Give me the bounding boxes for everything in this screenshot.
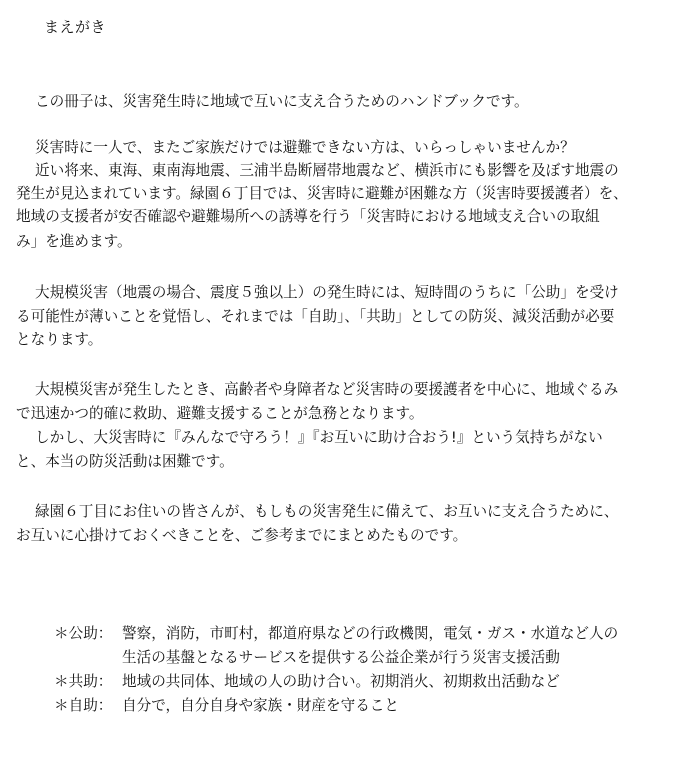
paragraph-intro-line: この冊子は、災害発生時に地域で互いに支え合うためのハンドブックです。 [35, 93, 529, 110]
paragraph-rescue-line: で迅速かつ的確に救助、避難支援することが急務となります。 [16, 405, 424, 422]
note-kojo [54, 624, 618, 644]
note-text: 警察，消防，市町村，都道府県などの行政機関，電気・ガス・水道など人の [122, 625, 619, 642]
paragraph-earthquake-line: 発生が見込まれています。緑園６丁目では、災害時に避難が困難な方（災害時要援護者）を、 [16, 185, 628, 202]
paragraph-large-disaster-line: となります。 [16, 331, 103, 348]
paragraph-large-disaster-line: 大規模災害（地震の場合、震度５強以上）の発生時には、短時間のうちに「公助」を受け [35, 284, 619, 301]
note-label: ＊共助： [54, 673, 113, 690]
note-text-continuation: 生活の基盤となるサービスを提供する公益企業が行う災害支援活動 [122, 649, 560, 666]
paragraph-however-line: と、本当の防災活動は困難です。 [16, 453, 234, 470]
paragraph-earthquake-line: 近い将来、東海、東南海地震、三浦半島断層帯地震など、横浜市にも影響を及ぼす地震の [35, 162, 619, 179]
page-title: まえがき [44, 18, 107, 36]
paragraph-closing-line: 緑園６丁目にお住いの皆さんが、もしもの災害発生に備えて、お互いに支え合うために、 [35, 503, 619, 520]
paragraph-question-line: 災害時に一人で、またご家族だけでは避難できない方は、いらっしゃいませんか？ [35, 139, 575, 156]
note-label: ＊自助： [54, 697, 113, 714]
paragraph-rescue-line: 大規模災害が発生したとき、高齢者や身障者など災害時の要援護者を中心に、地域ぐるみ [35, 381, 619, 398]
note-kyojo [54, 672, 560, 692]
paragraph-closing-line: お互いに心掛けておくべきことを、ご参考までにまとめたものです。 [16, 527, 468, 544]
note-label: ＊公助： [54, 625, 113, 642]
note-text: 自分で，自分自身や家族・財産を守ること [122, 697, 399, 714]
note-text: 地域の共同体、地域の人の助け合い。初期消火、初期救出活動など [122, 673, 560, 690]
note-jijo [54, 696, 399, 716]
paragraph-large-disaster-line: る可能性が薄いことを覚悟し、それまでは「自助」、「共助」としての防災、減災活動が必要 [16, 308, 615, 325]
paragraph-earthquake-line: み」を進めます。 [16, 233, 132, 250]
paragraph-earthquake-line: 地域の支援者が安否確認や避難場所への誘導を行う「災害時における地域支え合いの取組 [16, 208, 600, 225]
paragraph-however-line: しかし、大災害時に『みんなで守ろう！』『お互いに助け合おう!』という気持ちがない [35, 429, 603, 446]
